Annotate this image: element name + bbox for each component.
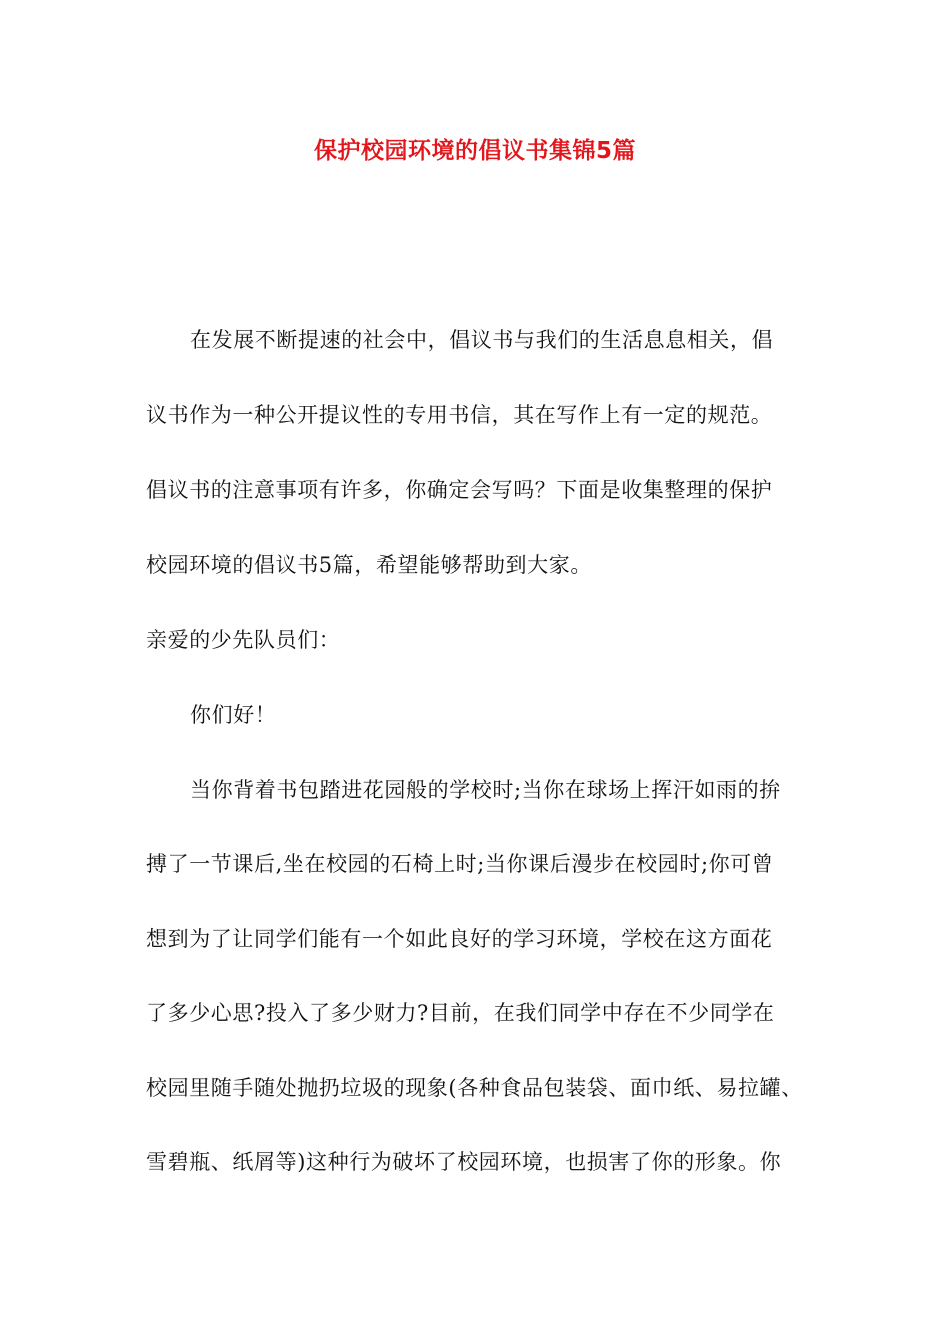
paragraph-line: 想到为了让同学们能有一个如此良好的学习环境，学校在这方面花 xyxy=(146,927,773,951)
paragraph-line: 议书作为一种公开提议性的专用书信，其在写作上有一定的规范。 xyxy=(146,403,773,427)
paragraph-line: 校园里随手随处抛扔垃圾的现象(各种食品包装袋、面巾纸、易拉罐、 xyxy=(146,1076,803,1100)
paragraph-line: 了多少心思?投入了多少财力?目前，在我们同学中存在不少同学在 xyxy=(146,1001,775,1025)
greeting: 你们好！ xyxy=(190,703,277,727)
salutation: 亲爱的少先队员们： xyxy=(146,628,341,652)
paragraph-line: 雪碧瓶、纸屑等)这种行为破坏了校园环境，也损害了你的形象。你 xyxy=(146,1150,782,1174)
paragraph-line: 搏了一节课后,坐在校园的石椅上时;当你课后漫步在校园时;你可曾 xyxy=(146,852,774,876)
paragraph-line: 校园环境的倡议书5篇，希望能够帮助到大家。 xyxy=(146,553,592,577)
paragraph-line: 当你背着书包踏进花园般的学校时;当你在球场上挥汗如雨的拚 xyxy=(190,778,781,802)
document-title: 保护校园环境的倡议书集锦5篇 xyxy=(313,138,636,164)
paragraph-line: 倡议书的注意事项有许多，你确定会写吗？下面是收集整理的保护 xyxy=(146,478,773,502)
paragraph-line: 在发展不断提速的社会中，倡议书与我们的生活息息相关，倡 xyxy=(190,328,774,352)
